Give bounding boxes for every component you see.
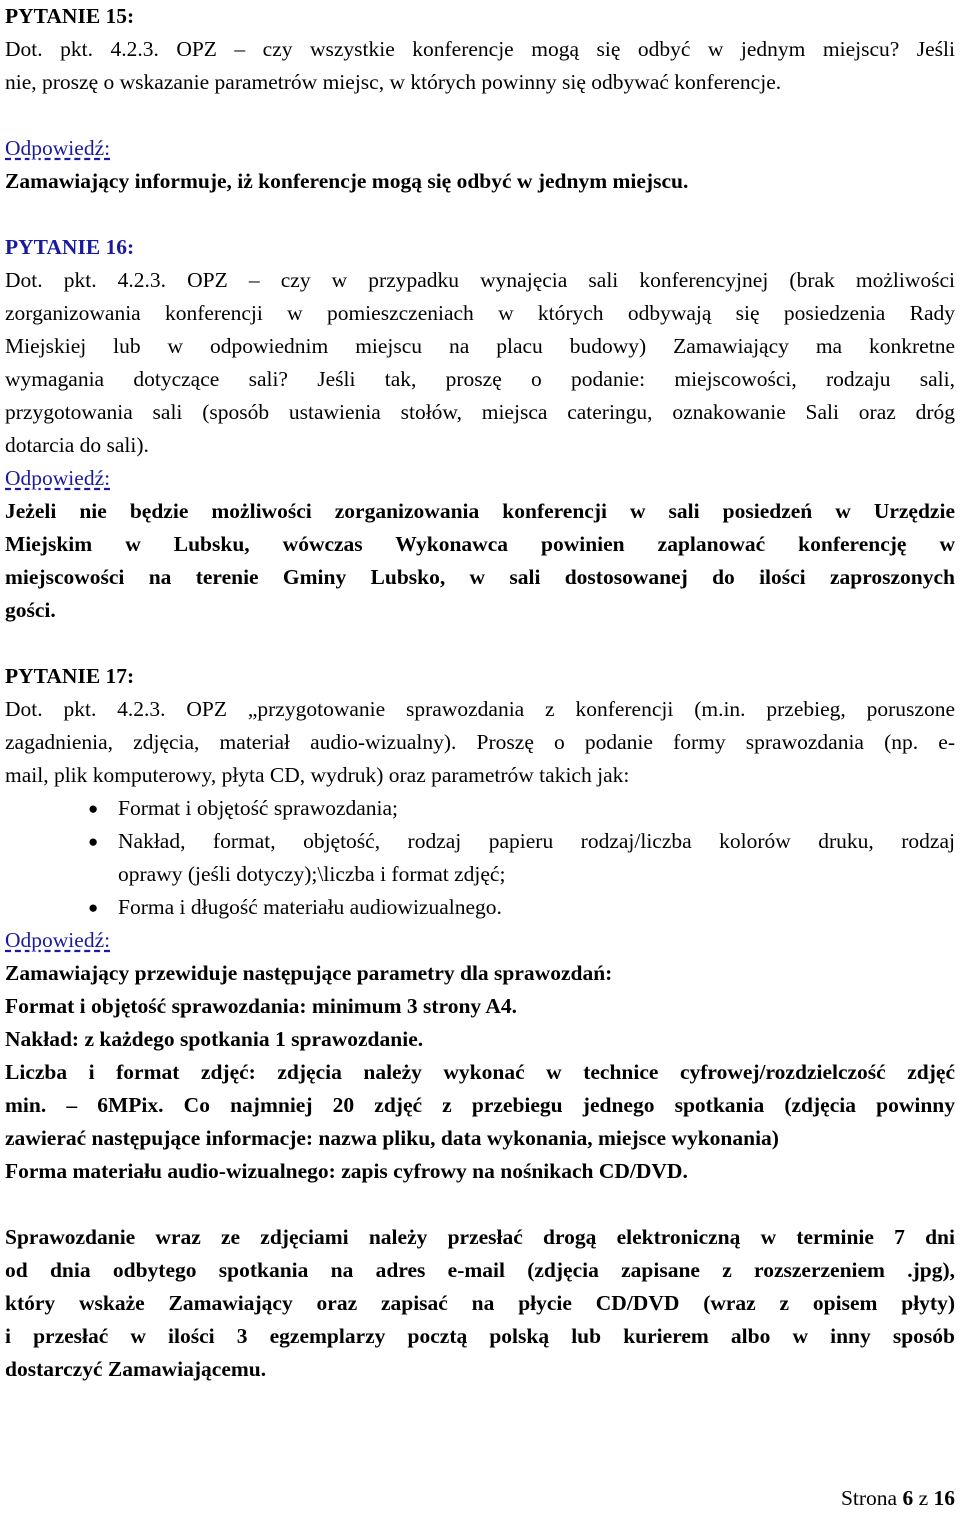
page-footer — [841, 1482, 955, 1515]
question-16-heading: PYTANIE 16: — [5, 235, 135, 259]
question-16-line: dotarcia do sali). — [5, 433, 149, 457]
answer-16-line: gości. — [5, 598, 56, 622]
footer-page-number: 6 — [902, 1486, 914, 1510]
bullet-icon: ● — [88, 799, 99, 818]
bullet-text: Forma i długość materiału audiowizualnego. — [118, 895, 502, 919]
question-16-line: Dot. pkt. 4.2.3. OPZ – czy w przypadku wynajęcia sali konferencyjnej (brak możliwości — [5, 268, 955, 292]
final-paragraph-line: i przesłać w ilości 3 egzemplarzy pocztą polską lub kurierem albo w inny sposób — [5, 1324, 955, 1348]
bullet-item-continuation — [5, 858, 955, 891]
bullet-item — [5, 891, 955, 924]
answer-17-line: Format i objętość sprawozdania: minimum 3 strony A4. — [5, 994, 518, 1018]
answer-15-label: Odpowiedź: — [5, 136, 111, 160]
final-paragraph-line: który wskaże Zamawiający oraz zapisać na płycie CD/DVD (wraz z opisem płyty) — [5, 1291, 955, 1315]
answer-17-line: zawierać następujące informacje: nazwa pliku, data wykonania, miejsce wykonania) — [5, 1126, 779, 1150]
answer-17-line: Forma materiału audio-wizualnego: zapis cyfrowy na nośnikach CD/DVD. — [5, 1159, 688, 1183]
question-16-line: przygotowania sali (sposób ustawienia stołów, miejsca cateringu, oznakowanie Sali oraz dróg — [5, 400, 955, 424]
answer-16-line: Jeżeli nie będzie możliwości zorganizowania konferencji w sali posiedzeń w Urzędzie — [5, 499, 955, 523]
answer-17-line: Nakład: z każdego spotkania 1 sprawozdanie. — [5, 1027, 424, 1051]
bullet-item — [5, 792, 955, 825]
bullet-text: Nakład, format, objętość, rodzaj papieru rodzaj/liczba kolorów druku, rodzaj — [118, 829, 955, 853]
answer-17-label: Odpowiedź: — [5, 928, 111, 952]
answer-15-line: Zamawiający informuje, iż konferencje mogą się odbyć w jednym miejscu. — [5, 169, 689, 193]
final-paragraph-line: Sprawozdanie wraz ze zdjęciami należy przesłać drogą elektroniczną w terminie 7 dni — [5, 1225, 955, 1249]
question-17-line: mail, plik komputerowy, płyta CD, wydruk) oraz parametrów takich jak: — [5, 763, 630, 787]
footer-prefix: Strona — [840, 1486, 903, 1510]
bullet-text: Format i objętość sprawozdania; — [118, 796, 399, 820]
answer-17-line: min. – 6MPix. Co najmniej 20 zdjęć z przebiegu jednego spotkania (zdjęcia powinny — [5, 1093, 955, 1117]
question-16-line: Miejskiej lub w odpowiednim miejscu na placu budowy) Zamawiający ma konkretne — [5, 334, 955, 358]
answer-17-line: Zamawiający przewiduje następujące parametry dla sprawozdań: — [5, 961, 613, 985]
question-17-heading: PYTANIE 17: — [5, 664, 135, 688]
question-17-line: Dot. pkt. 4.2.3. OPZ „przygotowanie sprawozdania z konferencji (m.in. przebieg, poruszone — [5, 697, 955, 721]
question-16-line: wymagania dotyczące sali? Jeśli tak, proszę o podanie: miejscowości, rodzaju sali, — [5, 367, 955, 391]
question-16-line: zorganizowania konferencji w pomieszczeniach w których odbywają się posiedzenia Rady — [5, 301, 955, 325]
footer-page-total: 16 — [933, 1486, 955, 1510]
footer-separator: z — [913, 1486, 934, 1510]
bullet-icon: ● — [88, 832, 99, 851]
document-page — [5, 0, 955, 1386]
question-15-heading: PYTANIE 15: — [5, 4, 135, 28]
question-17-line: zagadnienia, zdjęcia, materiał audio-wizualny). Proszę o podanie formy sprawozdania (np. e- — [5, 730, 955, 754]
answer-16-line: miejscowości na terenie Gminy Lubsko, w sali dostosowanej do ilości zaproszonych — [5, 565, 955, 589]
question-15-line: Dot. pkt. 4.2.3. OPZ – czy wszystkie konferencje mogą się odbyć w jednym miejscu? Jeśli — [5, 37, 955, 61]
answer-16-label: Odpowiedź: — [5, 466, 111, 490]
final-paragraph-line: od dnia odbytego spotkania na adres e-mail (zdjęcia zapisane z rozszerzeniem .jpg), — [5, 1258, 955, 1282]
answer-16-line: Miejskim w Lubsku, wówczas Wykonawca powinien zaplanować konferencję w — [5, 532, 955, 556]
bullet-text: oprawy (jeśli dotyczy);\liczba i format zdjęć; — [118, 862, 506, 886]
question-15-line: nie, proszę o wskazanie parametrów miejsc, w których powinny się odbywać konferencje. — [5, 70, 782, 94]
bullet-item — [5, 825, 955, 858]
final-paragraph-line: dostarczyć Zamawiającemu. — [5, 1357, 267, 1381]
bullet-icon: ● — [88, 898, 99, 917]
answer-17-line: Liczba i format zdjęć: zdjęcia należy wykonać w technice cyfrowej/rozdzielczość zdjęć — [5, 1060, 955, 1084]
